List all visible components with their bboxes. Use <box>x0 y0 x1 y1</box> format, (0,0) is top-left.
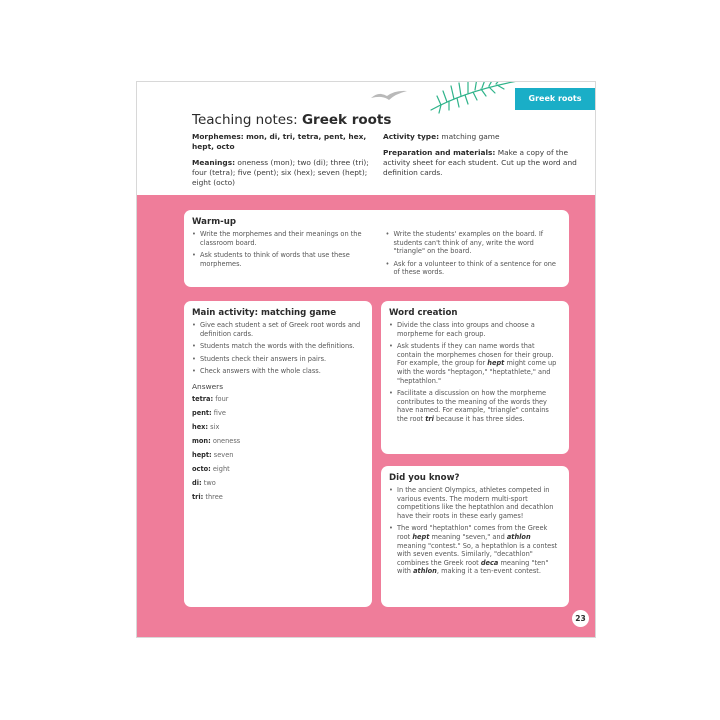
warmup-card <box>184 210 569 287</box>
morphemes-line: Morphemes: mon, di, tri, tetra, pent, hex, hept, octo <box>192 132 367 151</box>
activity-info <box>383 132 591 184</box>
activity-type-line: Activity type: matching game <box>383 132 500 141</box>
section-tab: Greek roots <box>515 88 595 110</box>
did-you-know-list <box>389 486 561 576</box>
word-creation-card <box>381 301 569 454</box>
preparation-line: Preparation and materials: Make a copy of the activity sheet for each student. Cut up the word and definition cards. <box>383 148 577 177</box>
list-item: • Students match the words with the definitions. <box>192 342 364 351</box>
answer-row: pent: five <box>192 408 226 417</box>
answer-row: di: two <box>192 478 216 487</box>
did-you-know-title: Did you know? <box>389 473 460 483</box>
bird-icon <box>369 88 409 102</box>
warmup-list-left <box>192 230 368 281</box>
morphemes-info <box>192 132 370 194</box>
list-item: • Write the students' examples on the board. If students can't think of any, write the word "triangle" on the board. <box>386 230 562 256</box>
list-item: • Give each student a set of Greek root words and definition cards. <box>192 321 364 338</box>
list-item: • Ask for a volunteer to think of a sentence for one of these words. <box>386 260 562 277</box>
answer-row: hept: seven <box>192 450 234 459</box>
warmup-title: Warm-up <box>192 217 237 227</box>
word-creation-list <box>389 321 561 424</box>
list-item: • Write the morphemes and their meanings on the classroom board. <box>192 230 368 247</box>
answer-row: octo: eight <box>192 464 230 473</box>
list-item: • In the ancient Olympics, athletes competed in various events. The modern multi-sport competitions like the heptathlon and decathlon have their roots in these early games! <box>389 486 561 520</box>
warmup-list-right <box>386 230 562 281</box>
word-creation-title: Word creation <box>389 308 458 318</box>
did-you-know-card <box>381 466 569 607</box>
main-activity-card <box>184 301 372 607</box>
list-item: • Check answers with the whole class. <box>192 367 364 376</box>
answer-row: tri: three <box>192 492 223 501</box>
page-number: 23 <box>572 610 589 627</box>
meanings-line: Meanings: oneness (mon); two (di); three (tri); four (tetra); five (pent); six (hex); seven (hept); eight (octo) <box>192 158 369 187</box>
main-activity-list <box>192 321 364 376</box>
answer-row: hex: six <box>192 422 220 431</box>
list-item: • Facilitate a discussion on how the morpheme contributes to the meaning of the words they have named. For example, "triangle" contains the root tri because it has three sides. <box>389 389 561 423</box>
answers-title: Answers <box>192 381 224 391</box>
answer-row: mon: oneness <box>192 436 241 445</box>
list-item: • Divide the class into groups and choose a morpheme for each group. <box>389 321 561 338</box>
worksheet-page <box>137 82 595 637</box>
list-item: • The word "heptathlon" comes from the Greek root hept meaning "seven," and athlon meaning "contest." So, a heptathlon is a contest with seven events. Similarly, "decathlon" combines the Greek root deca meaning "ten" with athlon, making it a ten-event contest. <box>389 524 561 576</box>
main-activity-title: Main activity: matching game <box>192 308 337 318</box>
list-item: • Ask students to think of words that use these morphemes. <box>192 251 368 268</box>
palm-leaf-icon <box>427 82 527 114</box>
list-item: • Students check their answers in pairs. <box>192 355 364 364</box>
page-header <box>192 112 592 134</box>
answer-row: tetra: four <box>192 394 229 403</box>
list-item: • Ask students if they can name words that contain the morphemes chosen for their group. For example, the group for hept might come up with the words "heptagon," "heptathlete," and "heptathlon." <box>389 342 561 385</box>
page-title: Teaching notes: Greek roots <box>192 112 392 128</box>
